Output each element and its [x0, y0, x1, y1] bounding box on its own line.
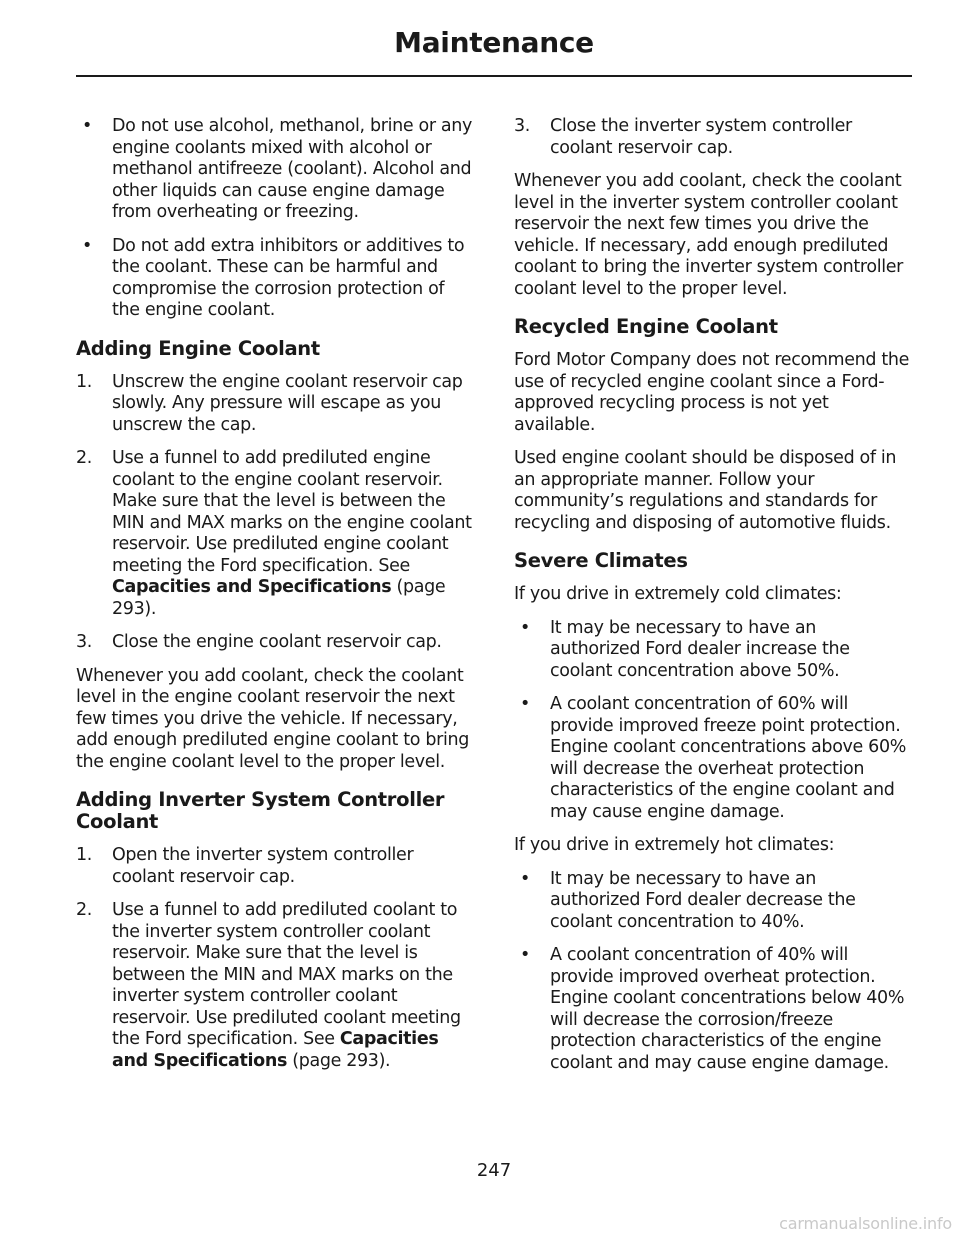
- step-number: 3.: [514, 116, 530, 136]
- hot-climates-intro: If you drive in extremely hot climates:: [514, 835, 835, 855]
- bullet-marker: •: [520, 617, 530, 638]
- cold-climates-intro: If you drive in extremely cold climates:: [514, 584, 842, 604]
- bullet-marker: •: [82, 116, 92, 136]
- bullet-marker: •: [520, 694, 530, 714]
- list-item: • It may be necessary to have an authorized Ford dealer decrease the coolant concentration to 40%.: [520, 868, 856, 932]
- page-header: [76, 26, 912, 59]
- header-divider: [76, 75, 912, 77]
- hot-climates-bullets: [514, 869, 910, 1075]
- recycled-paragraph-2: Used engine coolant should be disposed of in an appropriate manner. Follow your community’s regulations and standards for recycling and disposing of automotive fluids.: [514, 448, 897, 533]
- bullet-marker: •: [82, 235, 92, 256]
- inverter-coolant-steps: [76, 845, 472, 1072]
- engine-coolant-paragraph: Whenever you add coolant, check the coolant level in the engine coolant reservoir the next few times you drive the vehicle. If necessary, add enough prediluted engine coolant to bring the engine coolant level to the proper level.: [76, 665, 469, 772]
- step-number: 3.: [76, 632, 92, 652]
- step-number: 1.: [76, 845, 92, 865]
- page-number: 247: [476, 1160, 512, 1181]
- cross-reference-link[interactable]: Capacities and Specifications: [112, 577, 392, 597]
- list-item: 2. Use a funnel to add prediluted coolant to the inverter system controller coolant reservoir. Make sure that the level is between the MIN and MAX marks on the inverter system controller coolant reservoir. Use prediluted coolant meeting the Ford specification. See Capacities and Specifications (page 293).: [76, 900, 461, 1071]
- step-number: 2.: [76, 900, 92, 920]
- section-heading-adding-inverter-coolant: Adding Inverter System Controller Coolant: [76, 788, 445, 833]
- list-item: • A coolant concentration of 40% will provide improved overheat protection. Engine coolant concentrations below 40% will decrease the corrosion/freeze protection characteristics of the engine coolant and may cause engine damage.: [520, 945, 905, 1073]
- list-item: 2. Use a funnel to add prediluted engine coolant to the engine coolant reservoir. Make sure that the level is between the MIN and MAX marks on the engine coolant reservoir. Use prediluted engine coolant meeting the Ford specification. See Capacities and Specifications (page 293).: [76, 448, 472, 619]
- cold-climates-bullets: [514, 618, 910, 824]
- engine-coolant-steps: [76, 372, 472, 654]
- left-column: [76, 116, 472, 1084]
- right-column: [514, 116, 910, 1086]
- section-heading-severe-climates: Severe Climates: [514, 549, 688, 572]
- list-item: • A coolant concentration of 60% will provide improved freeze point protection. Engine coolant concentrations above 60% will decrease the overheat protection characteristics of the engine coolant and may cause engine damage.: [520, 694, 907, 822]
- list-item: • Do not add extra inhibitors or additives to the coolant. These can be harmful and compromise the corrosion protection of the engine coolant.: [82, 235, 465, 320]
- bullet-marker: •: [520, 868, 530, 889]
- inverter-coolant-paragraph: Whenever you add coolant, check the coolant level in the inverter system controller coolant reservoir the next few times you drive the vehicle. If necessary, add enough prediluted coolant to bring the inverter system controller coolant level to the proper level.: [514, 171, 903, 299]
- step-number: 1.: [76, 371, 92, 392]
- recycled-paragraph-1: Ford Motor Company does not recommend the use of recycled engine coolant since a Ford-approved recycling process is not yet available.: [514, 350, 910, 435]
- watermark: carmanualsonline.info: [779, 1214, 952, 1233]
- intro-bullet-list: [76, 116, 472, 322]
- list-item: 1. Unscrew the engine coolant reservoir cap slowly. Any pressure will escape as you unscrew the cap.: [76, 371, 463, 435]
- list-item: 1. Open the inverter system controller coolant reservoir cap.: [76, 845, 414, 887]
- list-item: • Do not use alcohol, methanol, brine or any engine coolants mixed with alcohol or methanol antifreeze (coolant). Alcohol and other liquids can cause engine damage from overheating or freezing.: [82, 116, 473, 222]
- page-title: Maintenance: [394, 26, 594, 59]
- section-heading-adding-engine-coolant: Adding Engine Coolant: [76, 336, 320, 360]
- step-number: 2.: [76, 448, 92, 468]
- section-heading-recycled-engine-coolant: Recycled Engine Coolant: [514, 315, 778, 338]
- list-item: 3. Close the inverter system controller coolant reservoir cap.: [514, 116, 852, 158]
- cross-reference-link[interactable]: Capacities and Specifications: [112, 1029, 439, 1071]
- inverter-coolant-steps-continued: [514, 116, 910, 159]
- list-item: 3. Close the engine coolant reservoir cap.: [76, 632, 442, 652]
- bullet-marker: •: [520, 945, 530, 965]
- list-item: • It may be necessary to have an authorized Ford dealer increase the coolant concentration above 50%.: [520, 617, 850, 681]
